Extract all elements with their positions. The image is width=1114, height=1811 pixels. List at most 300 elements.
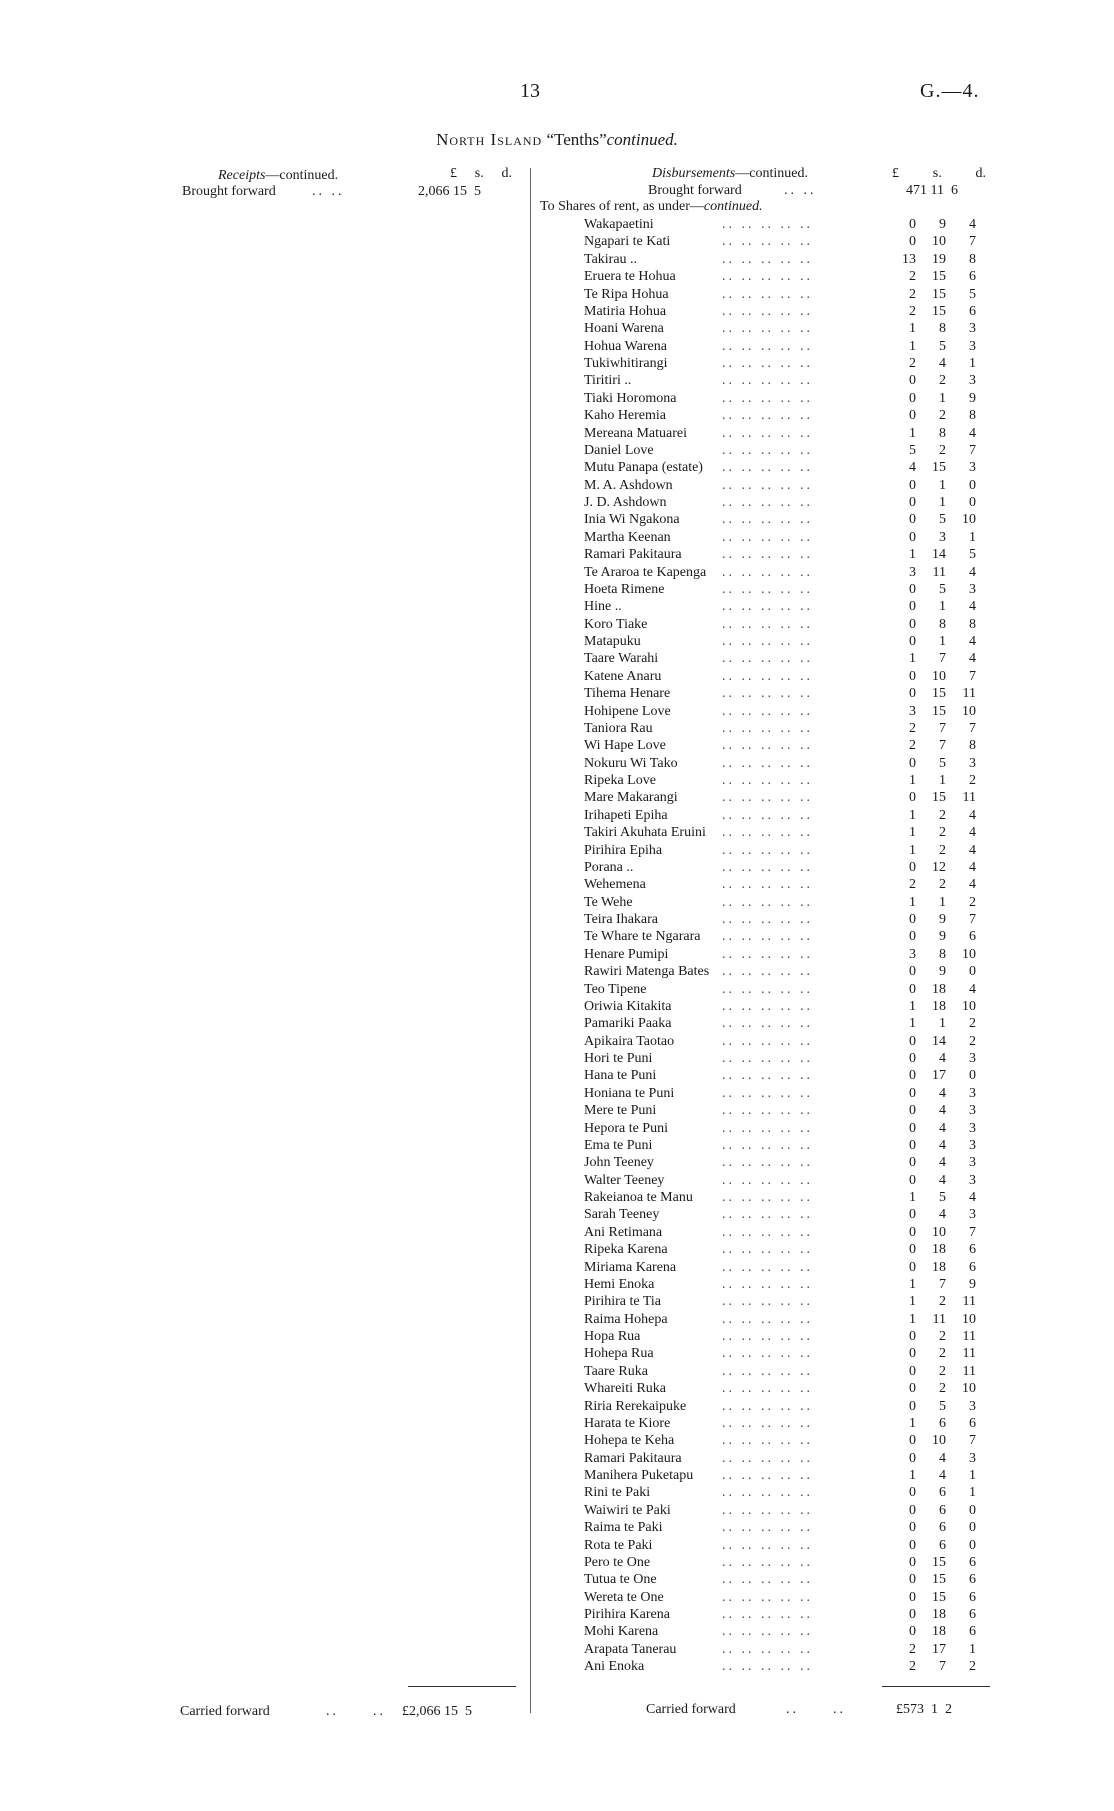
share-pounds: 13 xyxy=(902,251,916,267)
leader-dots: .. .. .. .. .. xyxy=(722,773,813,788)
share-row xyxy=(584,1380,990,1397)
share-pounds: 1 xyxy=(909,1415,916,1431)
share-row xyxy=(584,320,990,337)
share-pounds: 0 xyxy=(909,1502,916,1518)
share-row xyxy=(584,894,990,911)
share-pounds: 0 xyxy=(909,1572,916,1588)
share-name: Hoeta Rimene xyxy=(584,581,665,597)
share-pence: 6 xyxy=(969,269,976,285)
share-shillings: 7 xyxy=(939,720,946,736)
leader-dots: .. .. .. .. .. xyxy=(722,599,813,615)
share-shillings: 1 xyxy=(939,495,946,510)
share-name: Rini te Paki xyxy=(584,1485,651,1501)
share-pounds: 3 xyxy=(909,946,916,962)
share-pounds: 0 xyxy=(909,1554,916,1570)
receipts-carried-forward-label: Carried forward xyxy=(180,1704,270,1719)
share-pounds: 5 xyxy=(909,442,916,458)
share-shillings: 4 xyxy=(939,1120,946,1136)
leader-dots: .. .. .. .. .. xyxy=(722,390,813,406)
leader-dots: .. .. .. .. .. xyxy=(722,1329,813,1344)
share-row xyxy=(584,1363,990,1380)
share-pence: 7 xyxy=(969,720,976,736)
share-pounds: 1 xyxy=(909,807,916,823)
share-name: Rakeianoa te Manu xyxy=(584,1190,693,1205)
share-row xyxy=(584,1519,990,1536)
share-row xyxy=(584,390,990,407)
share-pence: 1 xyxy=(969,529,976,545)
share-name: Porana .. xyxy=(584,859,634,875)
share-row xyxy=(584,1137,990,1154)
leader-dots: .. .. .. .. .. xyxy=(722,651,813,667)
share-row xyxy=(584,251,990,268)
share-row xyxy=(584,703,990,720)
share-pence: 3 xyxy=(969,1172,976,1188)
share-shillings: 5 xyxy=(939,338,946,354)
share-pence: 2 xyxy=(969,1016,976,1032)
share-shillings: 9 xyxy=(939,217,946,232)
share-shillings: 5 xyxy=(939,581,946,597)
share-row xyxy=(584,1085,990,1102)
share-name: Eruera te Hohua xyxy=(584,269,676,285)
share-shillings: 1 xyxy=(939,599,946,615)
share-row xyxy=(584,286,990,303)
share-pence: 4 xyxy=(969,599,976,615)
receipts-cf-dots-b: .. xyxy=(373,1704,386,1719)
share-shillings: 4 xyxy=(939,1103,946,1119)
share-pounds: 2 xyxy=(909,303,916,319)
share-pounds: 0 xyxy=(909,217,916,232)
receipts-total-rule xyxy=(408,1686,516,1687)
share-row xyxy=(584,1571,990,1588)
share-pounds: 0 xyxy=(909,373,916,389)
share-pence: 6 xyxy=(969,1607,976,1622)
share-pence: 3 xyxy=(969,1103,976,1119)
share-row xyxy=(584,1415,990,1432)
share-name: Teo Tipene xyxy=(584,981,647,997)
share-name: Teira Ihakara xyxy=(584,912,659,927)
share-shillings: 15 xyxy=(932,303,946,319)
share-row xyxy=(584,859,990,876)
share-row xyxy=(584,303,990,320)
share-pence: 3 xyxy=(969,338,976,354)
share-pounds: 0 xyxy=(909,929,916,945)
unit-pounds: £ xyxy=(450,166,457,181)
leader-dots: .. .. .. .. .. xyxy=(722,303,813,319)
share-row xyxy=(584,1450,990,1467)
leader-dots: .. .. .. .. .. xyxy=(722,1554,813,1570)
share-pounds: 0 xyxy=(909,790,916,806)
leader-dots: .. .. .. .. .. xyxy=(722,1085,813,1101)
share-name: Honiana te Puni xyxy=(584,1085,675,1101)
share-name: Oriwia Kitakita xyxy=(584,998,672,1014)
share-pounds: 1 xyxy=(909,998,916,1014)
share-name: Wehemena xyxy=(584,877,646,893)
share-pence: 4 xyxy=(969,564,976,580)
share-row xyxy=(584,946,990,963)
leader-dots: .. .. .. .. .. xyxy=(722,790,813,806)
share-name: Hemi Enoka xyxy=(584,1276,655,1292)
share-pounds: 0 xyxy=(909,1068,916,1084)
leader-dots: .. .. .. .. .. xyxy=(722,1572,813,1588)
share-pence: 3 xyxy=(969,1137,976,1153)
share-name: Ngapari te Kati xyxy=(584,234,671,250)
leader-dots: .. .. .. .. .. xyxy=(722,1346,813,1362)
share-name: Ripeka Love xyxy=(584,773,656,788)
share-name: Mutu Panapa (estate) xyxy=(584,460,703,476)
leader-dots: .. .. .. .. .. xyxy=(722,1103,813,1119)
leader-dots: .. .. .. .. .. xyxy=(722,442,813,458)
share-pence: 4 xyxy=(969,825,976,841)
share-pence: 11 xyxy=(962,1346,976,1362)
share-shillings: 9 xyxy=(939,912,946,927)
share-shillings: 2 xyxy=(939,1346,946,1362)
share-shillings: 19 xyxy=(932,251,946,267)
share-shillings: 4 xyxy=(939,1085,946,1101)
share-name: Tukiwhitirangi xyxy=(584,356,668,371)
share-pounds: 0 xyxy=(909,1346,916,1362)
share-shillings: 1 xyxy=(939,894,946,910)
share-shillings: 18 xyxy=(932,981,946,997)
share-shillings: 4 xyxy=(939,1468,946,1483)
share-name: Whareiti Ruka xyxy=(584,1381,667,1397)
share-pence: 6 xyxy=(969,1589,976,1605)
share-pounds: 0 xyxy=(909,1329,916,1344)
share-row xyxy=(584,1067,990,1084)
share-pence: 5 xyxy=(969,547,976,563)
share-shillings: 15 xyxy=(932,286,946,302)
share-row xyxy=(584,1102,990,1119)
share-row xyxy=(584,633,990,650)
share-row xyxy=(584,598,990,615)
share-pence: 4 xyxy=(969,859,976,875)
share-pence: 7 xyxy=(969,1224,976,1240)
share-name: Rota te Paki xyxy=(584,1537,653,1553)
leader-dots: .. .. .. .. .. xyxy=(722,547,813,563)
share-pounds: 0 xyxy=(909,1520,916,1536)
share-pence: 6 xyxy=(969,1242,976,1258)
share-pence: 9 xyxy=(969,390,976,406)
leader-dots: .. .. .. .. .. xyxy=(722,1259,813,1275)
share-row xyxy=(584,1623,990,1640)
section-title xyxy=(0,130,1114,150)
leader-dots: .. .. .. .. .. xyxy=(722,1172,813,1188)
leader-dots: .. .. .. .. .. xyxy=(722,720,813,736)
share-row xyxy=(584,755,990,772)
leader-dots: .. .. .. .. .. xyxy=(722,529,813,545)
share-pounds: 0 xyxy=(909,1242,916,1258)
share-pence: 7 xyxy=(969,912,976,927)
share-name: Matiria Hohua xyxy=(584,303,667,319)
share-shillings: 5 xyxy=(939,755,946,771)
leader-dots: .. .. .. .. .. xyxy=(722,1485,813,1501)
share-name: Mohi Karena xyxy=(584,1624,659,1640)
share-pounds: 0 xyxy=(909,634,916,649)
share-pounds: 0 xyxy=(909,234,916,250)
share-pence: 10 xyxy=(962,703,976,719)
share-pounds: 0 xyxy=(909,1363,916,1379)
share-pounds: 2 xyxy=(909,720,916,736)
leader-dots: .. .. .. .. .. xyxy=(722,981,813,997)
share-shillings: 4 xyxy=(939,1051,946,1066)
share-name: Raima Hohepa xyxy=(584,1311,668,1327)
share-row xyxy=(584,233,990,250)
title-caps: North Island xyxy=(436,130,543,149)
share-pence: 6 xyxy=(969,1415,976,1431)
share-pence: 10 xyxy=(962,1311,976,1327)
share-pounds: 1 xyxy=(909,1016,916,1032)
share-name: Waiwiri te Paki xyxy=(584,1502,671,1518)
share-pence: 7 xyxy=(969,234,976,250)
share-pounds: 0 xyxy=(909,1103,916,1119)
share-shillings: 2 xyxy=(939,877,946,893)
leader-dots: .. .. .. .. .. xyxy=(722,217,813,232)
share-name: Ramari Pakitaura xyxy=(584,1450,682,1466)
share-shillings: 8 xyxy=(939,946,946,962)
share-pence: 2 xyxy=(969,1033,976,1049)
share-pounds: 0 xyxy=(909,495,916,510)
share-pence: 3 xyxy=(969,460,976,476)
share-pounds: 2 xyxy=(909,286,916,302)
share-shillings: 1 xyxy=(939,634,946,649)
share-name: J. D. Ashdown xyxy=(584,495,667,510)
share-shillings: 15 xyxy=(932,790,946,806)
share-shillings: 17 xyxy=(932,1641,946,1657)
share-shillings: 15 xyxy=(932,1589,946,1605)
share-name: Hoani Warena xyxy=(584,321,664,337)
share-name: Hohipene Love xyxy=(584,703,671,719)
share-pounds: 0 xyxy=(909,529,916,545)
share-name: Te Araroa te Kapenga xyxy=(584,564,707,580)
share-shillings: 11 xyxy=(932,564,946,580)
share-name: Te Ripa Hohua xyxy=(584,286,669,302)
leader-dots: .. .. .. .. .. xyxy=(722,1624,813,1640)
share-shillings: 6 xyxy=(939,1537,946,1553)
share-pounds: 1 xyxy=(909,338,916,354)
share-pounds: 0 xyxy=(909,1485,916,1501)
leader-dots: .. .. .. .. .. xyxy=(722,1468,813,1483)
share-row xyxy=(584,1154,990,1171)
leader-dots: .. .. .. .. .. xyxy=(722,1607,813,1622)
leader-dots: .. .. .. .. .. xyxy=(722,1659,813,1675)
share-name: Miriama Karena xyxy=(584,1259,677,1275)
share-name: Tihema Henare xyxy=(584,686,671,702)
share-pence: 9 xyxy=(969,1276,976,1292)
share-shillings: 15 xyxy=(932,686,946,702)
share-row xyxy=(584,546,990,563)
share-pounds: 0 xyxy=(909,1433,916,1449)
share-pence: 2 xyxy=(969,773,976,788)
shares-heading-cont: continued. xyxy=(703,199,763,214)
leader-dots: .. .. .. .. .. xyxy=(722,1450,813,1466)
share-pence: 7 xyxy=(969,1433,976,1449)
share-row xyxy=(584,1172,990,1189)
share-pounds: 0 xyxy=(909,686,916,702)
share-pence: 4 xyxy=(969,425,976,441)
share-pounds: 0 xyxy=(909,859,916,875)
share-pence: 11 xyxy=(962,790,976,806)
share-name: Te Wehe xyxy=(584,894,633,910)
leader-dots: .. .. .. .. .. xyxy=(722,1433,813,1449)
share-pounds: 1 xyxy=(909,321,916,337)
share-row xyxy=(584,355,990,372)
share-shillings: 14 xyxy=(932,547,946,563)
share-shillings: 1 xyxy=(939,477,946,493)
title-italic: continued. xyxy=(606,130,678,149)
share-row xyxy=(584,789,990,806)
share-row xyxy=(584,1467,990,1484)
leader-dots: .. .. .. .. .. xyxy=(722,460,813,476)
receipts-carried-forward-dots xyxy=(326,1704,386,1720)
share-shillings: 7 xyxy=(939,738,946,754)
share-pence: 6 xyxy=(969,303,976,319)
share-row xyxy=(584,477,990,494)
share-shillings: 12 xyxy=(932,859,946,875)
share-shillings: 15 xyxy=(932,1554,946,1570)
share-pence: 10 xyxy=(962,1381,976,1397)
share-pence: 3 xyxy=(969,1120,976,1136)
share-row xyxy=(584,1345,990,1362)
share-row xyxy=(584,876,990,893)
share-pounds: 2 xyxy=(909,877,916,893)
share-pounds: 0 xyxy=(909,981,916,997)
share-pence: 4 xyxy=(969,651,976,667)
share-row xyxy=(584,459,990,476)
share-pounds: 0 xyxy=(909,1155,916,1171)
share-pounds: 0 xyxy=(909,1450,916,1466)
share-pence: 4 xyxy=(969,217,976,232)
share-name: Kaho Heremia xyxy=(584,408,667,424)
share-row xyxy=(584,1241,990,1258)
share-row xyxy=(584,511,990,528)
share-pounds: 0 xyxy=(909,1172,916,1188)
share-pence: 10 xyxy=(962,512,976,528)
share-shillings: 4 xyxy=(939,1207,946,1223)
share-name: Wereta te One xyxy=(584,1589,664,1605)
share-pounds: 3 xyxy=(909,564,916,580)
share-row xyxy=(584,824,990,841)
share-row xyxy=(584,981,990,998)
share-pounds: 1 xyxy=(909,1190,916,1205)
share-row xyxy=(584,1311,990,1328)
share-pence: 3 xyxy=(969,321,976,337)
share-shillings: 2 xyxy=(939,1294,946,1310)
leader-dots: .. .. .. .. .. xyxy=(722,964,813,980)
share-pence: 3 xyxy=(969,1085,976,1101)
share-name: Hine .. xyxy=(584,599,622,615)
leader-dots: .. .. .. .. .. xyxy=(722,1537,813,1553)
share-name: Pirihira Karena xyxy=(584,1607,670,1622)
share-shillings: 1 xyxy=(939,390,946,406)
share-name: M. A. Ashdown xyxy=(584,477,673,493)
share-name: Martha Keenan xyxy=(584,529,671,545)
share-row xyxy=(584,564,990,581)
shares-heading xyxy=(540,199,763,215)
document-reference: G.—4. xyxy=(920,80,980,102)
leader-dots: .. .. .. .. .. xyxy=(722,425,813,441)
leader-dots: .. .. .. .. .. xyxy=(722,877,813,893)
leader-dots: .. .. .. .. .. xyxy=(722,1137,813,1153)
share-shillings: 7 xyxy=(939,651,946,667)
share-pence: 1 xyxy=(969,1485,976,1501)
leader-dots: .. .. .. .. .. xyxy=(722,477,813,493)
share-row xyxy=(584,1050,990,1067)
share-row xyxy=(584,842,990,859)
leader-dots: .. .. .. .. .. xyxy=(722,373,813,389)
share-shillings: 9 xyxy=(939,964,946,980)
share-pounds: 0 xyxy=(909,1224,916,1240)
disbursements-carried-forward-label: Carried forward xyxy=(646,1702,736,1717)
share-pence: 3 xyxy=(969,1155,976,1171)
share-row xyxy=(584,668,990,685)
share-row xyxy=(584,372,990,389)
disbursements-total-rule xyxy=(882,1686,990,1687)
share-pounds: 1 xyxy=(909,825,916,841)
share-pounds: 1 xyxy=(909,1468,916,1483)
share-pounds: 0 xyxy=(909,912,916,927)
share-pounds: 0 xyxy=(909,964,916,980)
leader-dots: .. .. .. .. .. xyxy=(722,1311,813,1327)
share-row xyxy=(584,494,990,511)
share-row xyxy=(584,1033,990,1050)
share-name: Matapuku xyxy=(584,634,641,649)
disbursements-carried-forward-dots xyxy=(786,1702,846,1718)
share-pence: 3 xyxy=(969,1207,976,1223)
share-pence: 3 xyxy=(969,373,976,389)
share-pence: 3 xyxy=(969,1051,976,1066)
share-shillings: 2 xyxy=(939,842,946,858)
disbursements-heading-label: Disbursements xyxy=(652,166,736,181)
share-name: Wakapaetini xyxy=(584,217,654,232)
shares-list xyxy=(584,216,990,1676)
share-pounds: 0 xyxy=(909,599,916,615)
share-row xyxy=(584,1224,990,1241)
share-row xyxy=(584,216,990,233)
share-shillings: 18 xyxy=(932,1607,946,1622)
share-shillings: 6 xyxy=(939,1485,946,1501)
share-row xyxy=(584,1606,990,1623)
share-pounds: 1 xyxy=(909,894,916,910)
share-pence: 1 xyxy=(969,356,976,371)
share-pounds: 0 xyxy=(909,1589,916,1605)
disbursements-brought-forward-amount: 471 11 6 xyxy=(906,183,958,198)
leader-dots: .. .. .. .. .. xyxy=(722,251,813,267)
share-pounds: 0 xyxy=(909,1537,916,1553)
leader-dots: .. .. .. .. .. xyxy=(722,1068,813,1084)
leader-dots: .. .. .. .. .. xyxy=(722,807,813,823)
share-row xyxy=(584,1432,990,1449)
receipts-brought-forward-label: Brought forward xyxy=(182,184,276,199)
share-pounds: 0 xyxy=(909,390,916,406)
share-shillings: 15 xyxy=(932,460,946,476)
share-pounds: 0 xyxy=(909,408,916,424)
share-row xyxy=(584,581,990,598)
disbursements-cf-dots-b: .. xyxy=(833,1702,846,1717)
leader-dots: .. .. .. .. .. xyxy=(722,234,813,250)
share-pence: 0 xyxy=(969,964,976,980)
share-pence: 0 xyxy=(969,1537,976,1553)
share-shillings: 2 xyxy=(939,373,946,389)
share-name: Katene Anaru xyxy=(584,668,662,684)
leader-dots: .. .. .. .. .. xyxy=(722,321,813,337)
share-pence: 10 xyxy=(962,998,976,1014)
share-shillings: 8 xyxy=(939,616,946,632)
share-pounds: 0 xyxy=(909,1137,916,1153)
share-name: Hori te Puni xyxy=(584,1051,653,1066)
leader-dots: .. .. .. .. .. xyxy=(722,1207,813,1223)
share-row xyxy=(584,807,990,824)
unit-pence: d. xyxy=(501,166,512,181)
share-shillings: 15 xyxy=(932,1572,946,1588)
